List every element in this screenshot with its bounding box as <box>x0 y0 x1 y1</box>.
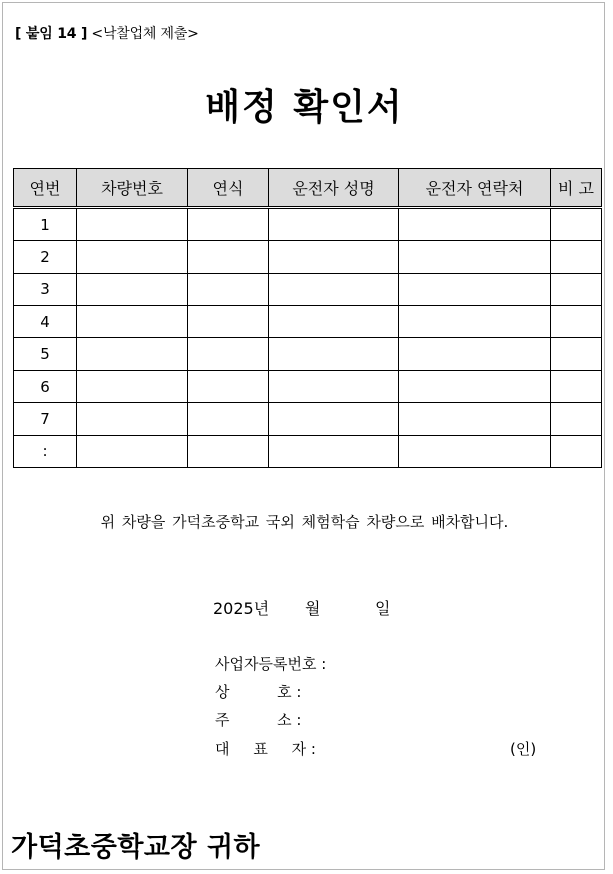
row-number: 7 <box>14 403 77 435</box>
header-model-year: 연식 <box>188 169 269 208</box>
cell-driver-contact[interactable] <box>399 273 551 305</box>
company-address-label: 주 소 : <box>215 711 302 729</box>
header-driver-name: 운전자 성명 <box>269 169 399 208</box>
seal-mark: (인) <box>510 740 537 758</box>
cell-driver-name[interactable] <box>269 435 399 467</box>
cell-vehicle-number[interactable] <box>77 370 188 402</box>
table-row <box>14 370 602 402</box>
header-no: 연번 <box>14 169 77 208</box>
cell-model-year[interactable] <box>188 208 269 241</box>
cell-model-year[interactable] <box>188 435 269 467</box>
date-month: 월 <box>305 599 321 618</box>
row-number: 3 <box>14 273 77 305</box>
row-number: 5 <box>14 338 77 370</box>
cell-remarks[interactable] <box>551 338 602 370</box>
table-row <box>14 273 602 305</box>
cell-driver-contact[interactable] <box>399 370 551 402</box>
header-vehicle-number: 차량번호 <box>77 169 188 208</box>
cell-vehicle-number[interactable] <box>77 435 188 467</box>
cell-driver-contact[interactable] <box>399 241 551 273</box>
header-driver-contact: 운전자 연락처 <box>399 169 551 208</box>
cell-driver-contact[interactable] <box>399 403 551 435</box>
cell-driver-name[interactable] <box>269 338 399 370</box>
company-representative-label: 대 표 자 : <box>215 740 316 758</box>
cell-model-year[interactable] <box>188 273 269 305</box>
row-number: 6 <box>14 370 77 402</box>
row-number: 1 <box>14 208 77 241</box>
attachment-note: <낙찰업체 제출> <box>91 26 199 42</box>
cell-vehicle-number[interactable] <box>77 338 188 370</box>
date-year: 2025년 <box>213 599 270 618</box>
cell-remarks[interactable] <box>551 273 602 305</box>
cell-vehicle-number[interactable] <box>77 208 188 241</box>
cell-model-year[interactable] <box>188 338 269 370</box>
cell-driver-name[interactable] <box>269 208 399 241</box>
row-number: 4 <box>14 306 77 338</box>
table-row <box>14 403 602 435</box>
cell-remarks[interactable] <box>551 241 602 273</box>
cell-remarks[interactable] <box>551 435 602 467</box>
cell-driver-name[interactable] <box>269 241 399 273</box>
cell-model-year[interactable] <box>188 306 269 338</box>
cell-vehicle-number[interactable] <box>77 403 188 435</box>
cell-vehicle-number[interactable] <box>77 273 188 305</box>
page-title: 배정 확인서 <box>205 87 404 128</box>
company-name-label: 상 호 : <box>215 683 302 701</box>
table-header-row <box>14 169 602 208</box>
cell-remarks[interactable] <box>551 403 602 435</box>
date-day: 일 <box>375 599 391 618</box>
cell-driver-name[interactable] <box>269 306 399 338</box>
cell-remarks[interactable] <box>551 370 602 402</box>
table-row <box>14 241 602 273</box>
table-row <box>14 338 602 370</box>
cell-model-year[interactable] <box>188 370 269 402</box>
cell-vehicle-number[interactable] <box>77 241 188 273</box>
issue-date <box>213 596 390 619</box>
cell-model-year[interactable] <box>188 403 269 435</box>
table-row <box>14 435 602 467</box>
cell-driver-contact[interactable] <box>399 435 551 467</box>
attachment-number: [ 붙임 14 ] <box>15 26 88 42</box>
cell-model-year[interactable] <box>188 241 269 273</box>
attachment-label <box>15 23 199 43</box>
cell-remarks[interactable] <box>551 208 602 241</box>
document-page <box>2 2 605 870</box>
cell-driver-contact[interactable] <box>399 306 551 338</box>
cell-vehicle-number[interactable] <box>77 306 188 338</box>
cell-driver-contact[interactable] <box>399 338 551 370</box>
cell-driver-name[interactable] <box>269 273 399 305</box>
company-reg-no-label: 사업자등록번호 : <box>215 655 327 673</box>
allocation-statement: 위 차량을 가덕초중학교 국외 체험학습 차량으로 배차합니다. <box>100 513 509 531</box>
cell-driver-name[interactable] <box>269 403 399 435</box>
table-row <box>14 306 602 338</box>
row-number: : <box>14 435 77 467</box>
header-remarks: 비 고 <box>551 169 602 208</box>
table-row <box>14 208 602 241</box>
cell-driver-contact[interactable] <box>399 208 551 241</box>
cell-driver-name[interactable] <box>269 370 399 402</box>
row-number: 2 <box>14 241 77 273</box>
addressee: 가덕초중학교장 귀하 <box>11 832 261 863</box>
vehicle-allocation-table <box>13 168 602 468</box>
cell-remarks[interactable] <box>551 306 602 338</box>
